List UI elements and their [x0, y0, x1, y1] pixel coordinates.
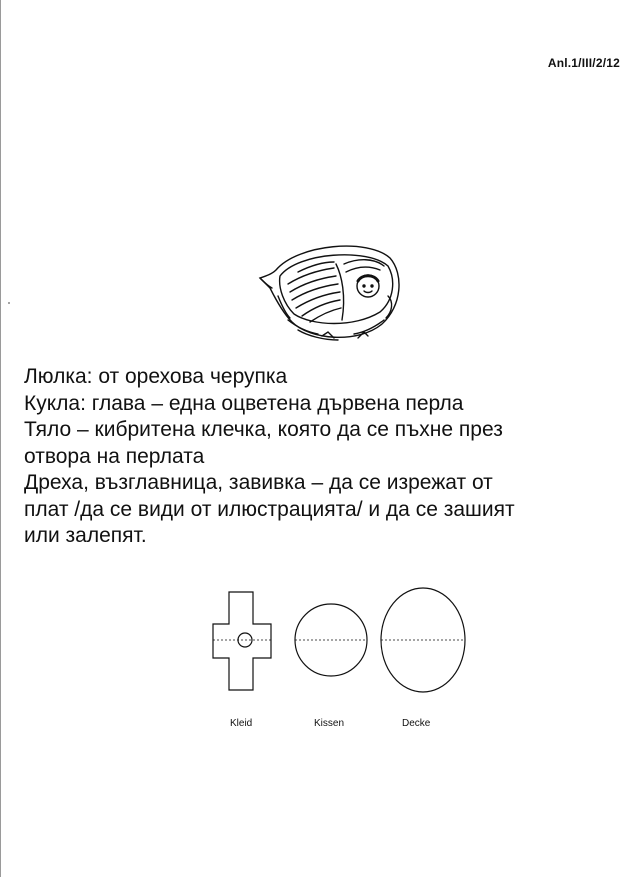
- instruction-line: Кукла: глава – една оцветена дървена перла: [24, 391, 464, 415]
- instruction-line: Тяло – кибритена клечка, която да се пъхне през: [24, 418, 503, 441]
- instruction-line: Дреха, възглавница, завивка – да се изрежат от: [24, 471, 493, 494]
- instruction-line: отвора на перлата: [24, 444, 205, 468]
- instructions-text: [24, 364, 624, 550]
- instruction-line: Люлка: от орехова черупка: [24, 365, 288, 388]
- caption-kleid: Kleid: [230, 718, 253, 729]
- caption-kissen: Kissen: [314, 718, 345, 729]
- instruction-line: или залепят.: [24, 524, 147, 547]
- dress-pattern: [213, 592, 271, 690]
- sewing-patterns: [205, 578, 475, 708]
- scan-speck: [8, 302, 10, 304]
- page-edge-line: [0, 0, 1, 877]
- instruction-line: плат /да се види от илюстрацията/ и да се зашият: [24, 497, 515, 521]
- walnut-cradle-illustration: [258, 236, 408, 348]
- document-reference: Anl.1/III/2/12: [547, 56, 620, 70]
- caption-decke: Decke: [402, 718, 431, 729]
